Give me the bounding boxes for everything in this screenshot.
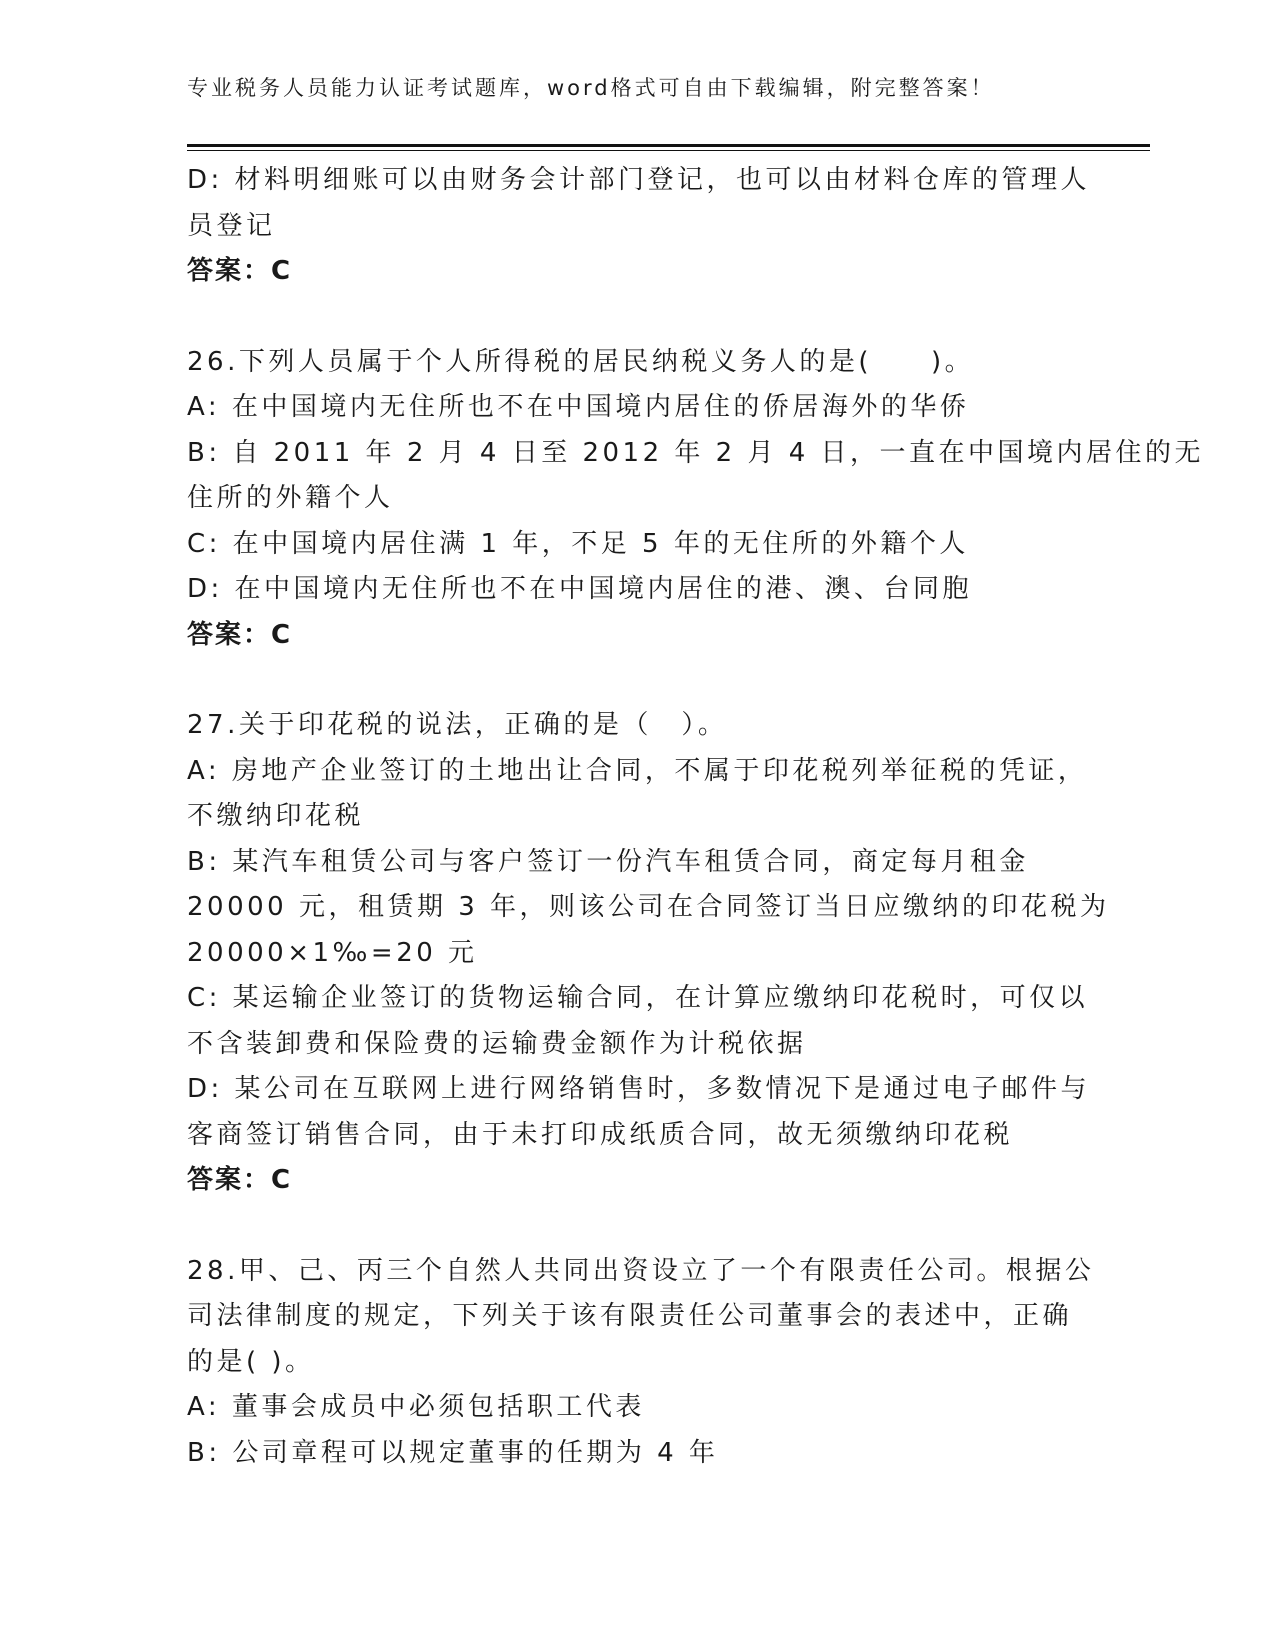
q25-option-d: D: 材料明细账可以由财务会计部门登记，也可以由材料仓库的管理人 [187,165,1091,195]
q28-stem-cont: 司法律制度的规定，下列关于该有限责任公司董事会的表述中，正确 [187,1301,1073,1331]
q27-option-c: C: 某运输企业签订的货物运输合同，在计算应缴纳印花税时，可仅以 [187,983,1089,1013]
q27-option-a-cont: 不缴纳印花税 [187,801,365,831]
q27-stem: 27.关于印花税的说法，正确的是（ ）。 [187,710,728,740]
q27-option-a: A: 房地产企业签订的土地出让合同，不属于印花税列举征税的凭证， [187,755,1088,786]
q27-option-b-cont: 20000 元，租赁期 3 年，则该公司在合同签订当日应缴纳的印花税为 [187,892,1110,922]
q28-stem-cont2: 的是( )。 [187,1346,315,1377]
q26-option-b-cont: 住所的外籍个人 [187,483,394,513]
spacer [187,1204,1087,1249]
q27-option-b: B: 某汽车租赁公司与客户签订一份汽车租赁合同，商定每月租金 [187,846,1029,877]
header-rule-thick [187,144,1150,147]
q27-option-d: D: 某公司在互联网上进行网络销售时，多数情况下是通过电子邮件与 [187,1074,1091,1104]
q27-answer: 答案：C [187,1165,293,1195]
spacer [187,295,1087,340]
question-content [187,158,1205,1476]
page-header: 专业税务人员能力认证考试题库，word格式可自由下载编辑，附完整答案！ [187,76,995,100]
q27-option-c-cont: 不含装卸费和保险费的运输费金额作为计税依据 [187,1028,807,1059]
q26-option-b: B: 自 2011 年 2 月 4 日至 2012 年 2 月 4 日，一直在中国境内居住的无 [187,437,1205,468]
q28-option-b: B: 公司章程可以规定董事的任期为 4 年 [187,1437,719,1468]
header-rule-thin [187,150,1150,151]
q27-option-d-cont: 客商签订销售合同，由于未打印成纸质合同，故无须缴纳印花税 [187,1119,1014,1150]
q27-option-b-cont2: 20000×1‰=20 元 [187,937,478,968]
q26-option-a: A: 在中国境内无住所也不在中国境内居住的侨居海外的华侨 [187,392,970,422]
spacer [187,658,1087,703]
q26-option-c: C: 在中国境内居住满 1 年，不足 5 年的无住所的外籍个人 [187,528,969,559]
q25-option-d-cont: 员登记 [187,210,276,241]
q26-answer: 答案：C [187,619,293,650]
q26-option-d: D: 在中国境内无住所也不在中国境内居住的港、澳、台同胞 [187,574,973,604]
q25-answer: 答案：C [187,256,293,286]
q28-option-a: A: 董事会成员中必须包括职工代表 [187,1392,645,1422]
q28-stem: 28.甲、己、丙三个自然人共同出资设立了一个有限责任公司。根据公 [187,1255,1095,1286]
q26-stem: 26.下列人员属于个人所得税的居民纳税义务人的是( )。 [187,346,975,377]
